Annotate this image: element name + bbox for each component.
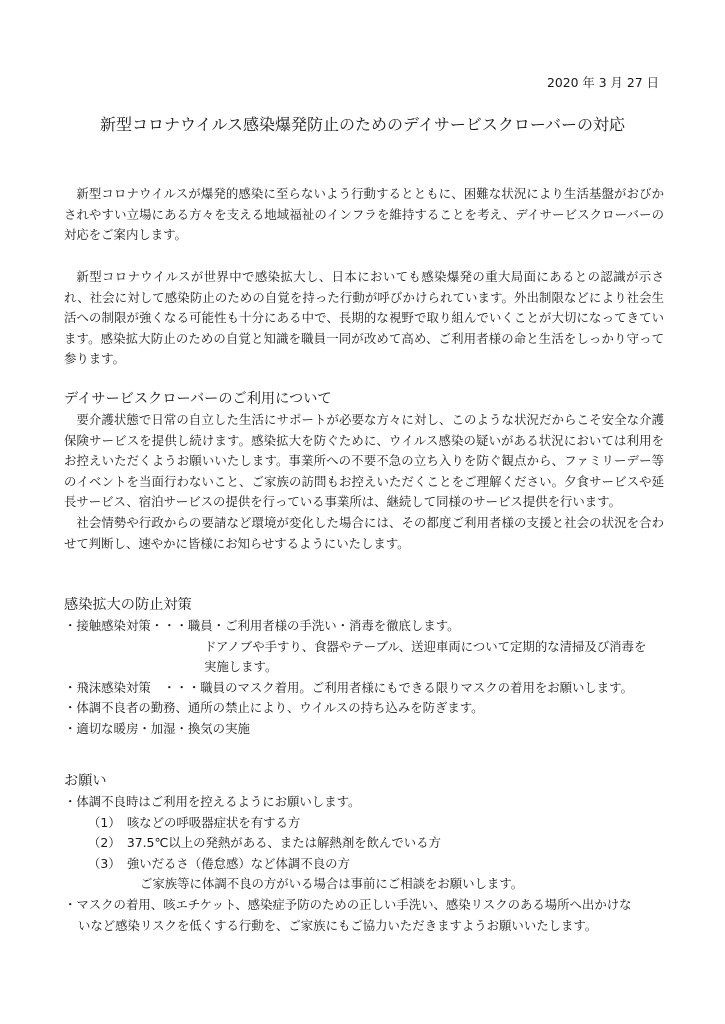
intro-paragraph-2 — [64, 267, 664, 370]
request-condition-2: （2） 37.5℃以上の発熱がある、または解熱剤を飲んでいる方 — [88, 835, 441, 851]
usage-heading: デイサービスクローバーのご利用について — [64, 391, 332, 407]
measure-contact-detail-2: 実施します。 — [204, 659, 278, 675]
request-family-consult: ご家族等に体調不良の方がいる場合は事前にご相談をお願いします。 — [140, 876, 524, 892]
request-condition-1: （1） 咳などの呼吸器症状を有する方 — [88, 814, 301, 830]
requests-section — [64, 770, 664, 936]
document-date: 2020 年 3 月 27 日 — [546, 75, 659, 90]
intro-paragraph-1 — [64, 184, 664, 246]
request-refrain: ・体調不良時はご利用を控えるようにお願いします。 — [64, 794, 361, 809]
measures-heading: 感染拡大の防止対策 — [64, 597, 192, 613]
measure-ventilation: ・適切な暖房・加湿・換気の実施 — [64, 720, 250, 736]
measures-section — [64, 594, 664, 740]
document-title: 新型コロナウイルス感染爆発防止のためのデイサービスクローバーの対応 — [99, 115, 626, 134]
request-prevention-2: いなど感染リスクを低くする行動を、ご家族にもご協力いただきますようお願いいたします。 — [78, 917, 598, 933]
measure-droplet: ・飛沫感染対策 ・・・職員のマスク着用。ご利用者様にもできる限りマスクの着用をお願いします。 — [64, 679, 633, 695]
requests-heading: お願い — [64, 773, 107, 789]
measure-contact: ・接触感染対策・・・職員・ご利用者様の手洗い・消毒を徹底します。 — [64, 618, 460, 633]
request-prevention-1: ・マスクの着用、咳エチケット、感染症予防のための正しい手洗い、感染リスクのある場所へ出かけな — [64, 896, 632, 912]
request-condition-3: （3） 強いだるさ（倦怠感）など体調不良の方 — [88, 855, 350, 871]
intro-text-2: 新型コロナウイルスが世界中で感染拡大し、日本においても感染爆発の重大局面にあるとの認識が示され、社会に対して感染防止のための自覚を持った行動が呼びかけられています。外出制限などにより社会生活への制限が強くなる可能性も十分にある中で、長期的な視野で取り組んでいくことが大切になってきています。感染拡大防止のための自覚と知識を職員一同が改めて高め、ご利用者様の命と生活をしっかり守って参ります。 — [64, 269, 664, 367]
usage-section — [64, 388, 664, 554]
measure-staff-health: ・体調不良者の勤務、通所の禁止により、ウイルスの持ち込みを防ぎます。 — [64, 700, 484, 716]
measure-contact-detail-1: ドアノブや手すり、食器やテーブル、送迎車両について定期的な清掃及び消毒を — [204, 638, 647, 654]
usage-paragraph-1: 要介護状態で日常の自立した生活にサポートが必要な方々に対し、このような状況だからこそ安全な介護保険サービスを提供し続けます。感染拡大を防ぐために、ウイルス感染の疑いがある状況においては利用をお控えいただくようお願いいたします。事業所への不要不急の立ち入りを防ぐ観点から、ファミリーデー等のイベントを当面行わないこと、ご家族の訪問もお控えいただくことをご理解ください。夕食サービスや延長サービス、宿泊サービスの提供を行っている事業所は、継続して同様のサービス提供を行います。 — [64, 412, 664, 510]
usage-paragraph-2: 社会情勢や行政からの要請など環境が変化した場合には、その都度ご利用者様の支援と社会の状況を合わせて判断し、速やかに皆様にお知らせするようにいたします。 — [64, 514, 664, 551]
intro-text-1: 新型コロナウイルスが爆発的感染に至らないよう行動するとともに、困難な状況により生活基盤がおびかされやすい立場にある方々を支える地域福祉のインフラを維持することを考え、デイサービスクローバーの対応をご案内します。 — [64, 186, 664, 243]
